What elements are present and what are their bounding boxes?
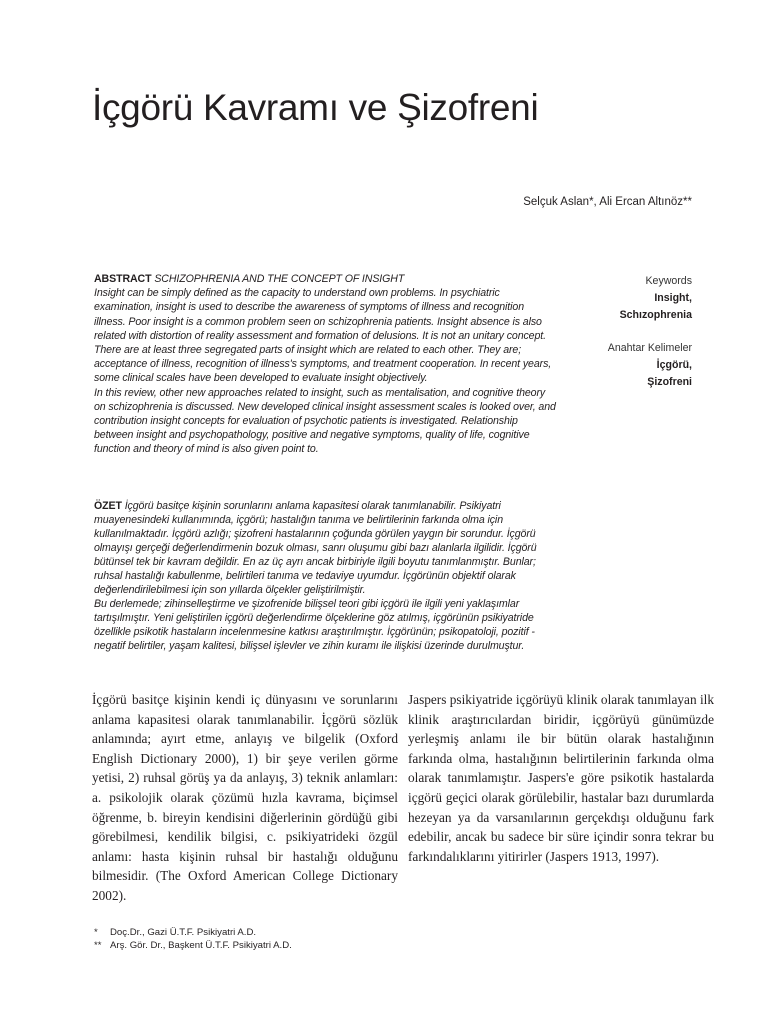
ozet-text-2: Bu derlemede; zihinselleştirme ve şizofrenide bilişsel teori gibi içgörü ile ilgili yeni yaklaşımlar tartışılmıştır. Yeni geliştirilen içgörü değerlendirme ölçeklerine göz atılmış, içgörünün psikiyatride özellikle psikotik hastaların incelenmesine katkısı araştırılmıştır. İçgörünün; psikopatoloji, pozitif - negatif belirtiler, yaşam kalitesi, bilişsel işlevler ve zihin kuramı ile ilişkisi üzerinde durulmuştur. <box>94 598 535 652</box>
body-paragraph: İçgörü basitçe kişinin kendi iç dünyasını ve sorunlarını anlama kapasitesi olarak tanımlanabilir. İçgörü sözlük anlamında; ayırt etme, anlayış ve bilgelik (Oxford English Dictionary 2000), 1) bir şeye verilen görme yetisi, 2) ruhsal görüş ya da anlayış, 3) teknik anlamları: a. psikolojik olarak çözümü hızla kavrama, biçimsel öğrenme, b. bireyin kendisini diğerlerinin gördüğü gibi görebilmesi, kendilik bilgisi, c. psikiyatrideki özgül anlamı: hasta kişinin ruhsal bir hastalığı olduğunu bilmesidir. (The Oxford American College Dictionary 2002). <box>92 692 398 903</box>
keyword-item: Insight, <box>654 292 692 304</box>
ozet-section <box>94 499 556 653</box>
ozet-label: ÖZET <box>94 500 122 512</box>
body-column-left <box>92 690 398 906</box>
footnote-text: Arş. Gör. Dr., Başkent Ü.T.F. Psikiyatri A.D. <box>110 940 292 951</box>
abstract-label: ABSTRACT <box>94 273 152 285</box>
keywords-panel <box>532 273 692 391</box>
footnote-mark: ** <box>94 940 102 951</box>
keywords-heading: Keywords <box>645 275 692 287</box>
ozet-text-1: İçgörü basitçe kişinin sorunlarını anlama kapasitesi olarak tanımlanabilir. Psikiyatri muayenesindeki kullanımında, içgörü; hastalığın tanıma ve belirtilerinin farkında olma için kullanılmaktadır. İçgörü azlığı; şizofreni hastalarının çoğunda görülen yaygın bir sorundur. İçgörü olmayışı gerçeği değerlendirmenin bozuk olması, sanrı oluşumu gibi bazı alanlarla ilgilidir. İçgörü bütünsel tek bir kavram değildir. En az üç ayrı ancak birbiriyle ilgili boyutu tanımlanmıştır. Bunlar; ruhsal hastalığı kabullenme, belirtileri tanıma ve tedaviye uyumdur. İçgörünün objektif olarak değerlendirilebilmesi için son yıllarda ölçekler geliştirilmiştir. <box>94 500 537 596</box>
abstract-paragraph <box>94 272 556 386</box>
body-column-right <box>408 690 714 866</box>
abstract-text-1: Insight can be simply defined as the capacity to understand own problems. In psychiatric examination, insight is used to describe the awareness of symptoms of illness and recognition illness. Poor insight is a common problem seen on schizophrenia patients. Insight absence is also related with distortion of reality assessment and formation of delusions. It is not an unitary concept. There are at least three segregated parts of insight which are related to each other. They are; acceptance of illness, recognition of illness's symptoms, and treatment cooperation. In recent years, some clinical scales have been developed to evaluate insight objectively. <box>94 287 552 385</box>
abstract-text-2: In this review, other new approaches related to insight, such as mentalisation, and cognitive theory on schizophrenia is discussed. New developed clinical insight assessment scales is looked over, and contribution insight concepts for evaluation of psychotic patients is investigated. Relationship between insight and psychopathology, positive and negative symptoms, quality of life, cognitive function and theory of mind is also given point to. <box>94 386 556 456</box>
footnote-mark: * <box>94 927 98 938</box>
footnote <box>94 926 292 939</box>
keyword-item: Schızophrenia <box>619 309 692 321</box>
abstract-heading: SCHIZOPHRENIA AND THE CONCEPT OF INSIGHT <box>154 273 405 285</box>
authors: Selçuk Aslan*, Ali Ercan Altınöz** <box>523 196 692 208</box>
footnote <box>94 939 292 952</box>
keywords-heading-tr: Anahtar Kelimeler <box>607 342 692 354</box>
keyword-item-tr: İçgörü, <box>656 359 692 371</box>
ozet-paragraph <box>94 499 556 597</box>
abstract-section <box>94 272 556 457</box>
keyword-item-tr: Şizofreni <box>647 376 692 388</box>
footnotes <box>94 926 292 952</box>
page-title: İçgörü Kavramı ve Şizofreni <box>92 87 539 128</box>
footnote-text: Doç.Dr., Gazi Ü.T.F. Psikiyatri A.D. <box>110 927 257 938</box>
body-paragraph: Jaspers psikiyatride içgörüyü klinik olarak tanımlayan ilk klinik araştırıcılardan biridir, içgörüyü günümüzde yerleşmiş anlamı ile bir bütün olarak hastalığının farkında olma, hastalığının belirtilerinin farkında olma olarak tanımlamıştır. Jaspers'e göre psikotik hastalarda içgörü geçici olarak görülebilir, hastalar bazı durumlarda hezeyan ya da varsanılarının gerçekdışı olduğunu fark edebilir, ancak bu sadece bir süre içindir sonra tekrar bu farkındalıklarını yitirirler (Jaspers 1913, 1997). <box>408 692 714 864</box>
